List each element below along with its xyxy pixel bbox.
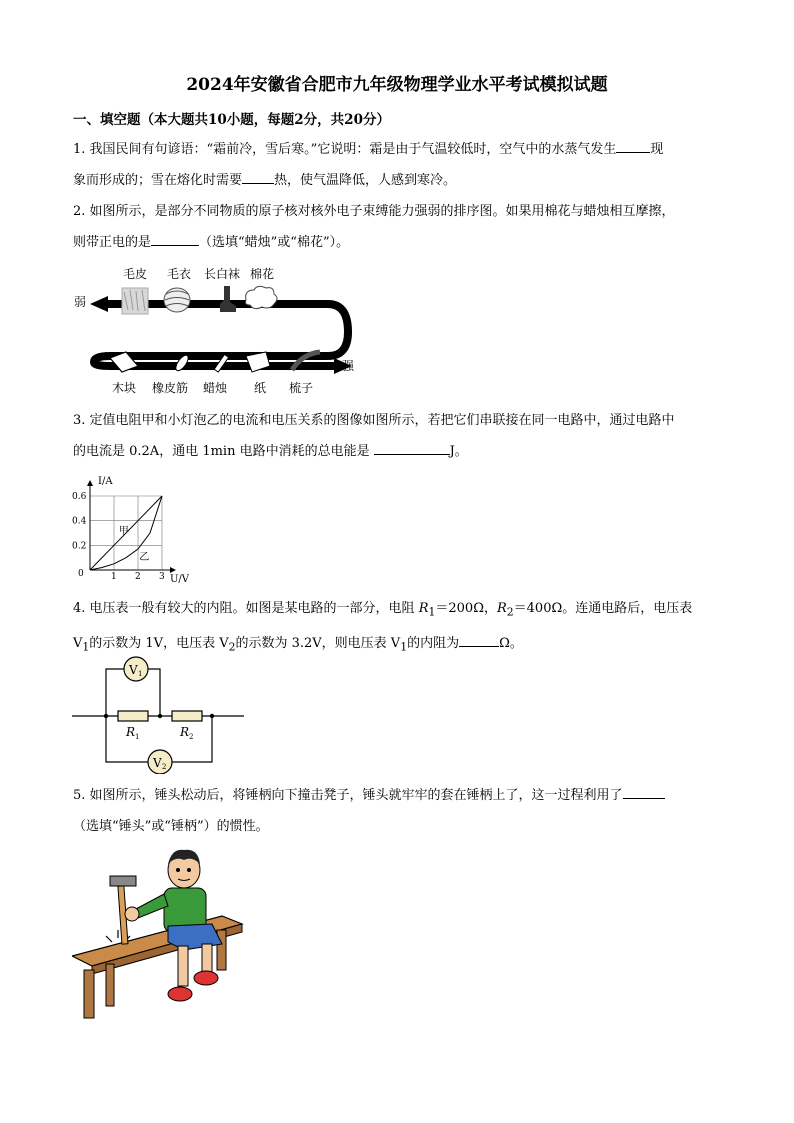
x-axis-label: U/V	[170, 574, 190, 585]
label-paper: 纸	[254, 381, 267, 395]
label-rubber-band: 橡皮筋	[152, 381, 189, 395]
y-tick-label: 0.6	[72, 492, 87, 502]
label-comb: 梳子	[289, 381, 314, 395]
label-white-sock: 长白袜	[204, 267, 241, 281]
q4-blank[interactable]	[459, 632, 499, 647]
hammer-bench-illustration	[72, 846, 250, 1022]
voltmeter-v1-icon	[124, 657, 148, 681]
iu-chart	[72, 472, 202, 588]
x-tick-label: 3	[159, 572, 165, 582]
label-sweater: 毛衣	[167, 267, 192, 281]
v1-meter-label: V	[129, 663, 138, 677]
q5-text: 5. 如图所示，锤头松动后，将锤柄向下撞击凳子，锤头就牢牢的套在锤柄上了，这一过程利用了	[73, 788, 623, 803]
series-label-2: 乙	[139, 552, 150, 564]
y-tick-label: 0.2	[72, 541, 87, 552]
q1-text: 象而形成的；雪在熔化时需要	[73, 173, 243, 188]
q2-blank[interactable]	[151, 231, 199, 246]
label-candle: 蜡烛	[203, 381, 228, 395]
question-2	[73, 196, 721, 258]
q1-text: 热，使气温降低，人感到寒冷。	[274, 173, 457, 188]
question-4	[73, 593, 721, 662]
triboelectric-series-figure	[70, 262, 370, 398]
hand	[125, 907, 139, 921]
q3-text: J。	[449, 444, 468, 459]
v2-meter-sub: 2	[162, 763, 167, 771]
shoe-right	[194, 971, 218, 985]
q2-text: 2. 如图所示，是部分不同物质的原子核对核外电子束缚能力强弱的排序图。如果用棉花与蜡烛相互摩擦，	[73, 204, 675, 219]
question-5	[73, 780, 721, 842]
x-axis-arrow	[170, 567, 176, 573]
section-heading: 一、填空题（本大题共10小题，每题2分，共20分）	[73, 112, 390, 128]
q1-text: 现	[650, 142, 664, 157]
q4-text: 的示数为 3.2V，则电压表 V	[235, 635, 401, 651]
r1-symbol: R	[418, 601, 429, 616]
fur-icon	[122, 288, 148, 314]
series-label-1: 甲	[118, 526, 129, 538]
q4-text: 4. 电压表一般有较大的内阻。如图是某电路的一部分，电阻	[73, 601, 415, 616]
sock-icon	[220, 286, 236, 312]
shorts	[168, 924, 222, 950]
circuit-figure	[72, 654, 248, 774]
question-1	[73, 134, 721, 196]
q2-text: （选填“蜡烛”或“棉花”）。	[199, 235, 350, 250]
question-3	[73, 405, 721, 467]
label-wood-block: 木块	[112, 381, 137, 395]
q4-text: Ω。	[499, 635, 523, 651]
r1-label: R	[126, 725, 136, 739]
y-axis-arrow	[87, 480, 93, 486]
x-tick-label: 1	[111, 572, 117, 582]
q4-text: ＝400Ω。连通电路后，电压表	[513, 601, 693, 616]
y-tick-label: 0.4	[72, 516, 87, 527]
v2-meter-label: V	[153, 756, 162, 770]
q5-text: （选填“锤头”或“锤柄”）的惯性。	[73, 819, 269, 834]
label-fur: 毛皮	[123, 267, 148, 281]
q3-blank[interactable]	[374, 440, 450, 455]
v1-meter-sub: 1	[138, 670, 143, 678]
weak-label: 弱	[74, 295, 87, 309]
r2-symbol: R	[496, 601, 507, 616]
q1-text: 1. 我国民间有句谚语：“霜前冷，雪后寒。”它说明：霜是由于气温较低时，空气中的水蒸气发生	[73, 142, 617, 157]
page-title: 2024年安徽省合肥市九年级物理学业水平考试模拟试题	[186, 75, 608, 95]
x-tick-label: 2	[135, 572, 141, 582]
v1-subscript: 1	[400, 640, 408, 654]
q4-text: ＝200Ω，	[435, 601, 497, 616]
origin-label: 0	[78, 569, 84, 579]
chart-series	[90, 496, 162, 570]
q4-text: V	[73, 635, 83, 651]
y-axis-label: I/A	[98, 476, 113, 487]
v2-subscript: 2	[228, 640, 236, 654]
q1-blank-1[interactable]	[616, 138, 650, 153]
q3-text: 的电流是 0.2A，通电 1min 电路中消耗的总电能是	[73, 444, 370, 459]
hammer-head	[110, 876, 136, 886]
cotton-icon	[246, 286, 278, 308]
voltmeter-v2-icon	[148, 750, 172, 774]
q2-text: 则带正电的是	[73, 235, 152, 250]
arrow-head-left	[90, 296, 108, 312]
q1-blank-2[interactable]	[242, 169, 274, 184]
q5-blank[interactable]	[623, 784, 665, 799]
r2-label-sub: 2	[189, 733, 194, 741]
strong-label: 强	[342, 359, 355, 373]
r1-subscript: 1	[428, 605, 436, 619]
q4-text: 的示数为 1V，电压表 V	[89, 635, 229, 651]
q4-text: 的内阻为	[407, 635, 460, 651]
q3-text: 3. 定值电阻甲和小灯泡乙的电流和电压关系的图像如图所示，若把它们串联接在同一电路中，通过电路中	[73, 413, 675, 428]
r2-label: R	[180, 725, 190, 739]
r2-subscript: 2	[506, 605, 514, 619]
sweater-icon	[164, 288, 190, 312]
r1-label-sub: 1	[135, 733, 140, 741]
v1-subscript: 1	[82, 640, 90, 654]
label-cotton: 棉花	[250, 267, 275, 281]
shoe-left	[168, 987, 192, 1001]
